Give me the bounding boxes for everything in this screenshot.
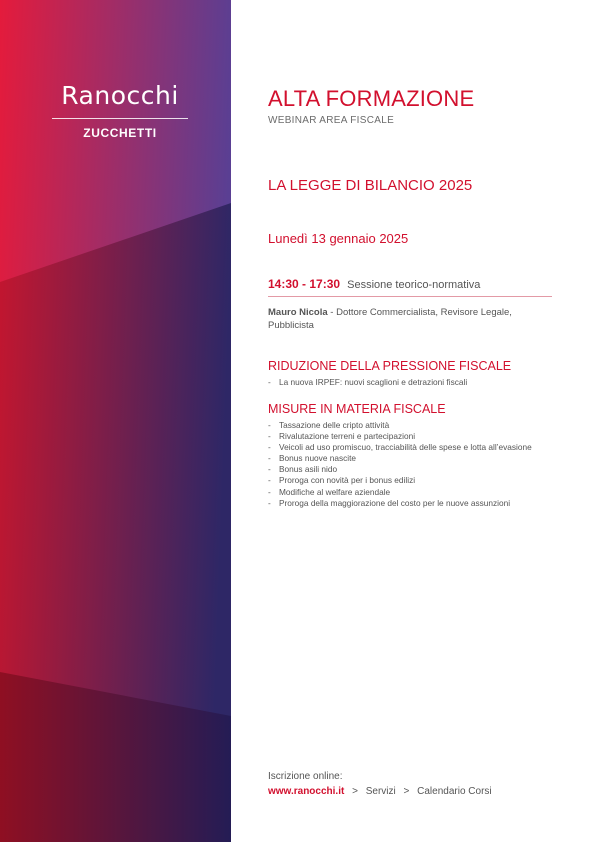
footer-breadcrumb (268, 786, 492, 797)
list-item: - Proroga della maggiorazione del costo per le nuove assunzioni (268, 497, 511, 508)
list-item: - Proroga con novità per i bonus edilizi (268, 475, 416, 486)
page-subtitle: WEBINAR AREA FISCALE (268, 115, 395, 126)
list-item: - Modifiche al welfare aziendale (268, 486, 391, 497)
session-divider (268, 296, 552, 297)
breadcrumb-separator: > (403, 786, 410, 797)
website-link[interactable]: www.ranocchi.it (268, 786, 345, 797)
section-heading-misure-fiscali: MISURE IN MATERIA FISCALE (268, 402, 446, 416)
section-list-pressione-fiscale (268, 377, 568, 388)
session-description: Sessione teorico-normativa (347, 279, 481, 291)
list-item: - Bonus nuove nascite (268, 453, 357, 464)
list-item: - Rivalutazione terreni e partecipazioni (268, 431, 416, 442)
event-date: Lunedì 13 gennaio 2025 (268, 231, 409, 246)
session-time: 14:30 - 17:30 (268, 277, 341, 291)
breadcrumb-separator: > (352, 786, 358, 797)
speaker-info (268, 306, 538, 332)
section-heading-pressione-fiscale: RIDUZIONE DELLA PRESSIONE FISCALE (268, 359, 512, 373)
list-item: - Bonus asili nido (268, 464, 338, 475)
logo-divider (52, 118, 188, 119)
sidebar-gradient (0, 0, 231, 842)
list-item: - Tassazione delle cripto attività (268, 420, 390, 430)
registration-label: Iscrizione online: (268, 771, 343, 782)
page-title: ALTA FORMAZIONE (268, 86, 475, 111)
list-item: - La nuova IRPEF: nuovi scaglioni e detrazioni fiscali (268, 377, 468, 387)
company-logo (52, 82, 188, 140)
breadcrumb-calendario-corsi[interactable]: Calendario Corsi (417, 786, 492, 797)
breadcrumb-servizi[interactable]: Servizi (365, 786, 396, 797)
logo-subtitle: ZUCCHETTI (83, 126, 157, 140)
speaker-role: - Dottore Commercialista, Revisore Legale, Pubblicista (268, 307, 512, 331)
logo-name: Ranocchi (61, 81, 179, 110)
section-list-misure-fiscali (268, 420, 568, 509)
speaker-name: Mauro Nicola (268, 307, 328, 318)
event-title: LA LEGGE DI BILANCIO 2025 (268, 177, 473, 194)
list-item: - Veicoli ad uso promiscuo, tracciabilità delle spese e lotta all’evasione (268, 442, 532, 453)
session-row (268, 277, 552, 291)
